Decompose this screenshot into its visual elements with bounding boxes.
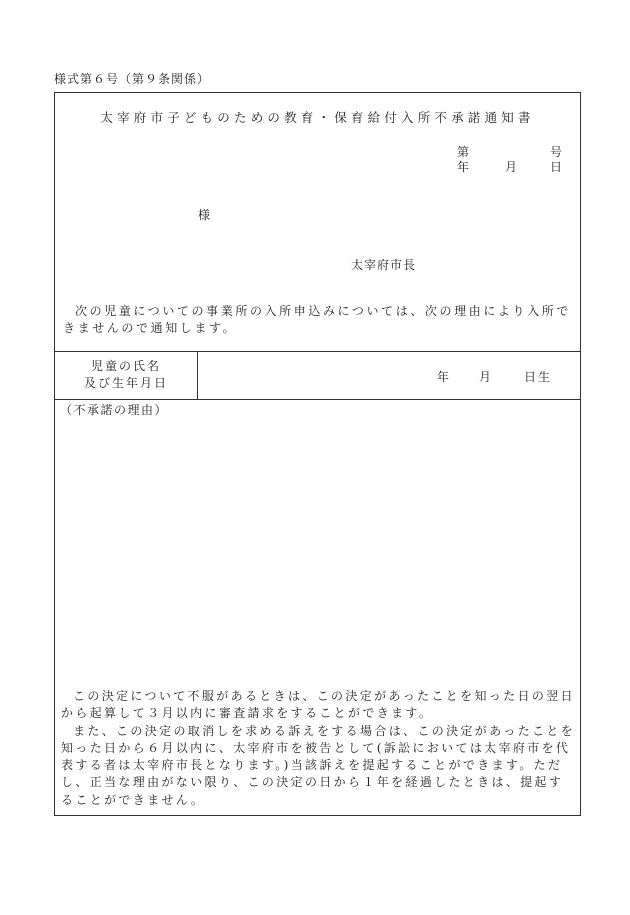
form-number: 様式第６号（第９条関係） [54, 72, 211, 86]
reason-heading: （不承諾の理由） [60, 403, 169, 417]
issuer-name: 太宰府市長 [351, 258, 417, 272]
child-name-label-line1: 児童の氏名 [90, 359, 161, 373]
birth-day: 日生 [524, 370, 553, 384]
date-year: 年 [457, 160, 470, 174]
row-column-divider [197, 351, 198, 399]
birth-month: 月 [479, 370, 492, 384]
child-name-label [55, 358, 197, 392]
notice-form-frame [54, 92, 581, 816]
doc-number-prefix: 第 [457, 145, 470, 159]
appeal-notice-para1: この決定について不服があるときは、この決定があったことを知った日の翌日から起算して３月以内に審査請求をすることができます。 [61, 689, 575, 721]
child-name-label-line2: 及び生年月日 [83, 376, 168, 390]
date-day: 日 [550, 160, 563, 174]
birth-year: 年 [437, 370, 450, 384]
row-divider-bottom [55, 399, 580, 400]
document-title: 太宰府市子どものための教育・保育給付入所不承諾通知書 [100, 110, 535, 125]
date-month: 月 [505, 160, 518, 174]
appeal-notice-para2: また、この決定の取消しを求める訴えをする場合は、この決定があったことを知った日から６月以内に、太宰府市を被告として(訴訟においては太宰府市を代表する者は太宰府市長となります。)当該訴えを提起することができます。ただし、正当な理由がない限り、この決定の日から１年を経過したときは、提起することができません。 [61, 723, 576, 807]
row-divider-top [55, 351, 580, 352]
addressee-suffix: 様 [198, 208, 211, 222]
intro-text: 次の児童についての事業所の入所申込みについては、次の理由により入所できませんので通知します。 [63, 304, 571, 335]
appeal-notice [61, 688, 576, 809]
doc-number-suffix: 号 [550, 145, 563, 159]
